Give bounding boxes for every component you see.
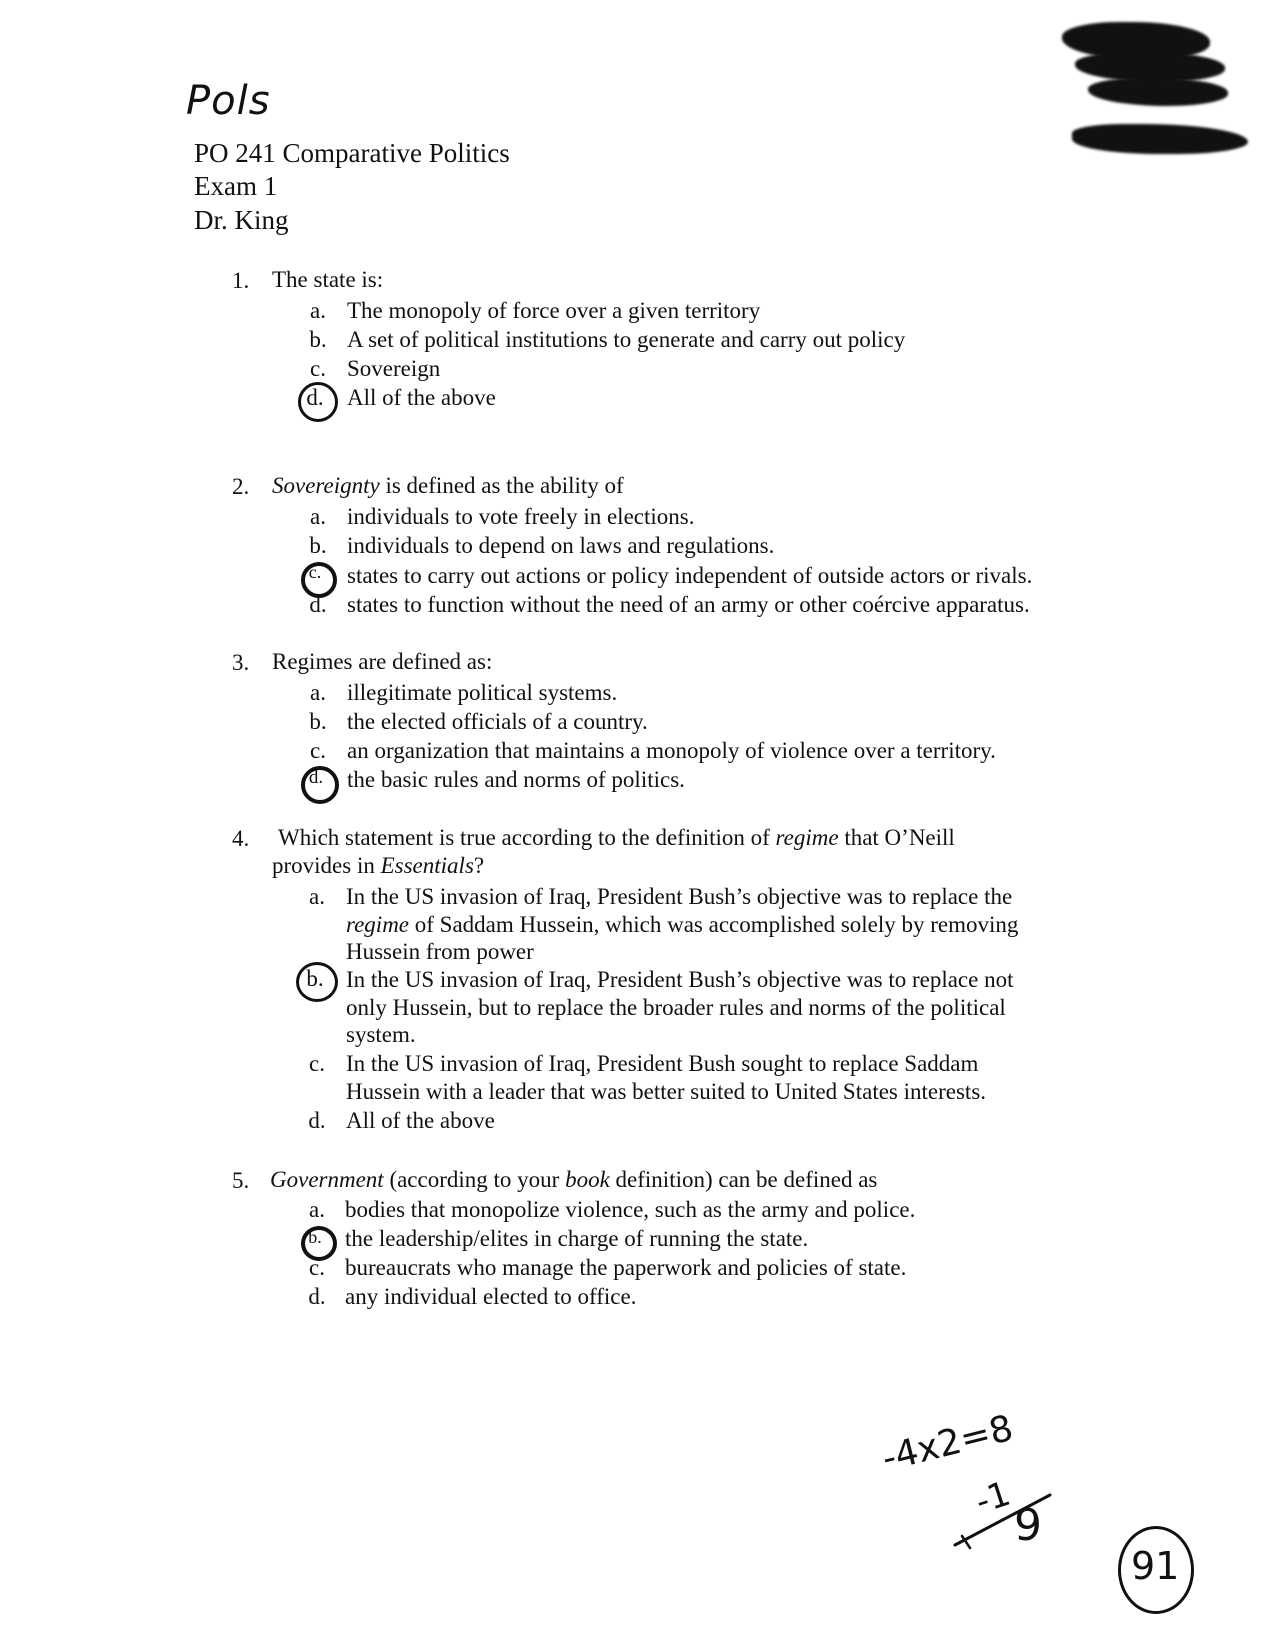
question-number: 2. (232, 474, 250, 499)
option-text: All of the above (346, 1108, 495, 1133)
grading-calc-result: =8 (955, 1407, 1018, 1461)
question-prompt (270, 1166, 877, 1193)
grading-minus-one: -1 (970, 1473, 1016, 1523)
option-letter: b. (306, 966, 324, 991)
option-text: any individual elected to office. (345, 1284, 637, 1309)
option-text: an organization that maintains a monopoly of violence over a territory. (347, 738, 996, 763)
option-text: Sovereign (347, 356, 441, 381)
option-text: bodies that monopolize violence, such as the army and police. (345, 1197, 916, 1222)
option-text: In the US invasion of Iraq, President Bush’s objective was to replace the (346, 884, 1013, 909)
option-text: states to carry out actions or policy independent of outside actors or rivals. (347, 563, 1033, 588)
question-number: 5. (232, 1168, 250, 1193)
option-text: In the US invasion of Iraq, President Bush sought to replace Saddam (346, 1051, 979, 1076)
option-text: The monopoly of force over a given territory (347, 298, 761, 323)
option-text: In the US invasion of Iraq, President Bush’s objective was to replace not (346, 967, 1014, 992)
option-letter: b. (309, 709, 327, 734)
option-text: bureaucrats who manage the paperwork and policies of state. (345, 1255, 907, 1280)
option-text: All of the above (347, 385, 496, 410)
prompt-italic-term: Essentials (380, 853, 474, 878)
prompt-text: provides in (272, 853, 381, 878)
option-letter: d. (308, 767, 324, 788)
question-number: 3. (232, 650, 250, 675)
prompt-text: (according to your (383, 1167, 566, 1192)
option-text-part: of Saddam Hussein, which was accomplished solely by removing (409, 912, 1019, 937)
grading-nine: 9 (1014, 1500, 1042, 1551)
option-text: the basic rules and norms of politics. (347, 767, 685, 792)
option-text: Hussein from power (346, 939, 534, 964)
option-text (346, 911, 1018, 938)
grading-calc (878, 1408, 1017, 1480)
option-letter: a. (310, 504, 326, 529)
option-letter: a. (309, 884, 325, 909)
prompt-text: that O’Neill (838, 825, 955, 850)
option-letter: a. (310, 298, 326, 323)
option-letter: d. (308, 1284, 326, 1309)
option-text: states to function without the need of an army or other coércive apparatus. (347, 592, 1030, 617)
prompt-italic-term: regime (775, 825, 839, 850)
slash-mark (950, 1490, 1060, 1550)
question-prompt (272, 472, 624, 499)
handwritten-pols-label: Pols (186, 78, 271, 124)
option-letter: c. (308, 562, 322, 582)
option-text: the elected officials of a country. (347, 709, 648, 734)
question-prompt (278, 824, 955, 851)
option-text: system. (346, 1022, 416, 1047)
option-letter: c. (310, 356, 326, 381)
instructor-name: Dr. King (194, 205, 289, 235)
option-text: the leadership/elites in charge of running the state. (345, 1226, 809, 1251)
option-text: A set of political institutions to generate and carry out policy (347, 327, 906, 352)
option-letter: b. (308, 1227, 322, 1247)
prompt-text: Which statement is true according to the definition of (278, 825, 776, 850)
score-value: 91 (1131, 1544, 1180, 1588)
option-italic-term: regime (346, 912, 410, 937)
prompt-italic-term: Sovereignty (272, 473, 380, 498)
option-letter: d. (308, 1108, 326, 1133)
prompt-text: ? (473, 853, 485, 878)
option-text: individuals to vote freely in elections. (347, 504, 695, 529)
question-prompt: The state is: (272, 267, 384, 292)
prompt-text: is defined as the ability of (379, 473, 624, 498)
question-number: 1. (232, 268, 250, 293)
option-letter: b. (309, 327, 327, 352)
prompt-italic-term: Government (270, 1167, 384, 1192)
exam-title: Exam 1 (194, 171, 278, 201)
option-text: illegitimate political systems. (347, 680, 618, 705)
prompt-italic-term: book (565, 1167, 610, 1192)
grading-calc-left: -4x2 (878, 1420, 966, 1480)
prompt-text: definition) can be defined as (609, 1167, 878, 1192)
option-letter: c. (310, 738, 326, 763)
option-letter: d. (309, 592, 327, 617)
option-letter: c. (309, 1255, 325, 1280)
course-title: PO 241 Comparative Politics (194, 138, 510, 168)
option-text: Hussein with a leader that was better suited to United States interests. (346, 1079, 987, 1104)
option-text: individuals to depend on laws and regulations. (347, 533, 775, 558)
option-letter: a. (309, 1197, 325, 1222)
option-letter: d. (306, 385, 324, 410)
question-prompt-line-2 (272, 852, 484, 879)
question-number: 4. (232, 826, 250, 851)
option-letter: c. (309, 1051, 325, 1076)
question-prompt: Regimes are defined as: (272, 649, 493, 674)
option-letter: a. (310, 680, 326, 705)
option-text: only Hussein, but to replace the broader rules and norms of the political (346, 995, 1006, 1020)
option-letter: b. (309, 533, 327, 558)
